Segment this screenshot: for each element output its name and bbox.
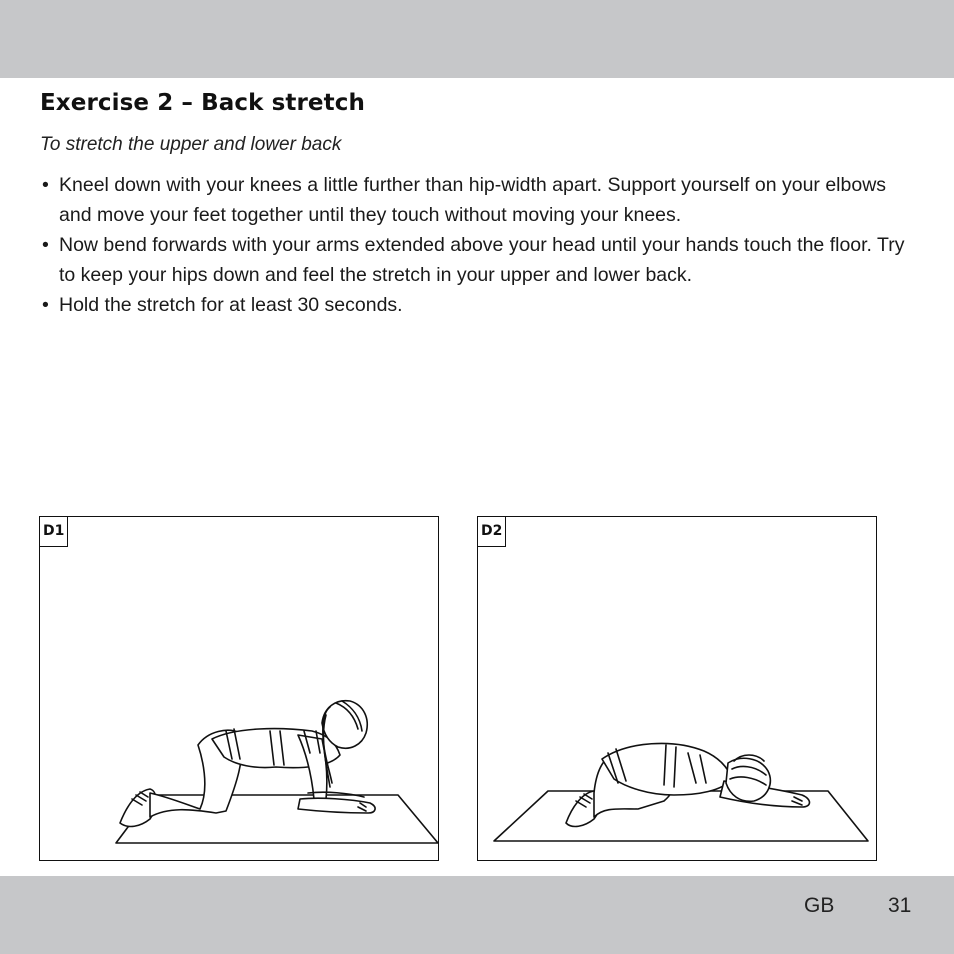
instruction-step-1: • Kneel down with your knees a little further than hip-width apart. Support yourself on your elbows and move your feet together until they touch without moving your knees.	[40, 170, 920, 230]
page-number: 31	[888, 894, 912, 917]
figure-d1	[39, 516, 439, 861]
kneeling-on-elbows-illustration	[40, 517, 440, 862]
figure-d2	[477, 516, 877, 861]
figure-label: D1	[40, 517, 68, 547]
instruction-list	[40, 170, 920, 320]
instruction-step-3: • Hold the stretch for at least 30 seconds.	[40, 290, 920, 320]
exercise-title: Exercise 2 – Back stretch	[40, 90, 365, 116]
exercise-subtitle: To stretch the upper and lower back	[40, 134, 342, 155]
exercise-mat	[494, 791, 868, 841]
instruction-step-2: • Now bend forwards with your arms extended above your head until your hands touch the floor. Try to keep your hips down and feel the stretch in your upper and lower back.	[40, 230, 920, 290]
child-pose-stretch-illustration	[478, 517, 878, 862]
head	[726, 758, 770, 801]
header-band	[0, 0, 954, 78]
figure-label: D2	[478, 517, 506, 547]
language-code: GB	[804, 894, 835, 917]
